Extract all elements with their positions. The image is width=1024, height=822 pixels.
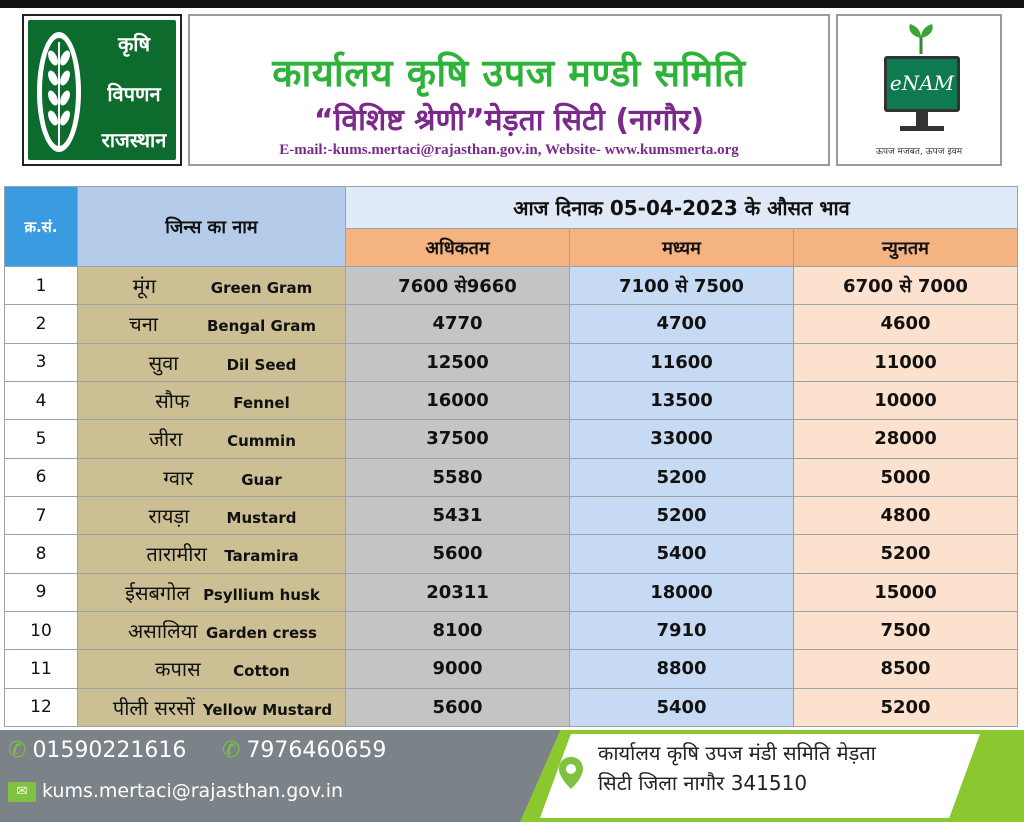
commodity-hindi-name: सौफ xyxy=(155,389,190,414)
mid-price-cell: 13500 xyxy=(570,381,794,419)
max-price-cell: 4770 xyxy=(346,305,570,343)
phone-1[interactable] xyxy=(8,738,186,763)
monitor-base xyxy=(900,126,944,131)
phone-icon: ✆ xyxy=(222,738,241,763)
mid-price-cell: 5400 xyxy=(570,688,794,726)
commodity-hindi-name: सुवा xyxy=(148,350,179,375)
logo-text-rajasthan: राजस्थान xyxy=(101,128,167,152)
min-price-cell: 4800 xyxy=(794,496,1018,534)
email-link[interactable] xyxy=(8,780,343,802)
table-row xyxy=(5,343,1018,381)
max-price-cell: 12500 xyxy=(346,343,570,381)
max-price-cell: 8100 xyxy=(346,611,570,649)
commodity-english-name: Bengal Gram xyxy=(207,317,316,336)
phone-1-number: 01590221616 xyxy=(32,738,187,763)
logo-text-vipanan: विपणन xyxy=(107,82,161,106)
col-min-header: न्युनतम xyxy=(794,229,1018,267)
mid-price-cell: 5200 xyxy=(570,458,794,496)
name-cell xyxy=(78,535,346,573)
commodity-english-name: Guar xyxy=(241,470,282,489)
name-cell xyxy=(78,420,346,458)
min-price-cell: 10000 xyxy=(794,381,1018,419)
max-price-cell: 20311 xyxy=(346,573,570,611)
serial-cell: 5 xyxy=(5,420,78,458)
min-price-cell: 15000 xyxy=(794,573,1018,611)
date-caption: आज दिनाक 05-04-2023 के औसत भाव xyxy=(346,187,1018,229)
serial-cell: 8 xyxy=(5,535,78,573)
name-cell xyxy=(78,267,346,305)
serial-cell: 6 xyxy=(5,458,78,496)
office-subtitle: “विशिष्ट श्रेणी”मेड़ता सिटी (नागौर) xyxy=(313,103,705,138)
min-price-cell: 7500 xyxy=(794,611,1018,649)
commodity-hindi-name: चना xyxy=(129,312,158,337)
location-pin-icon xyxy=(558,756,584,790)
table-row xyxy=(5,305,1018,343)
mid-price-cell: 4700 xyxy=(570,305,794,343)
serial-cell: 2 xyxy=(5,305,78,343)
contact-line: E-mail:-kums.mertaci@rajasthan.gov.in, Website- www.kumsmerta.org xyxy=(279,142,739,158)
name-cell xyxy=(78,611,346,649)
col-max-header: अधिकतम xyxy=(346,229,570,267)
email-address: kums.mertaci@rajasthan.gov.in xyxy=(42,780,344,802)
table-row xyxy=(5,573,1018,611)
top-black-bar xyxy=(0,0,1024,8)
commodity-english-name: Dil Seed xyxy=(226,355,297,374)
enam-logo xyxy=(836,14,1002,166)
mid-price-cell: 8800 xyxy=(570,650,794,688)
min-price-cell: 8500 xyxy=(794,650,1018,688)
enam-tagline: ऊपज मजबत, ऊपज इवम xyxy=(875,147,963,157)
max-price-cell: 7600 से9660 xyxy=(346,267,570,305)
table-body xyxy=(5,267,1018,727)
phone-2[interactable] xyxy=(222,738,386,763)
logo-green-panel xyxy=(28,20,176,160)
commodity-english-name: Mustard xyxy=(226,509,297,528)
min-price-cell: 5200 xyxy=(794,535,1018,573)
address-line-1: कार्यालय कृषि उपज मंडी समिति मेड़ता xyxy=(598,741,876,765)
email-icon: ✉ xyxy=(8,782,36,802)
max-price-cell: 16000 xyxy=(346,381,570,419)
commodity-english-name: Cummin xyxy=(227,432,296,451)
serial-cell: 12 xyxy=(5,688,78,726)
commodity-hindi-name: तारामीरा xyxy=(146,542,207,567)
name-cell xyxy=(78,343,346,381)
office-address xyxy=(598,738,958,798)
mid-price-cell: 11600 xyxy=(570,343,794,381)
commodity-hindi-name: ग्वार xyxy=(163,465,194,490)
col-name-header: जिन्स का नाम xyxy=(78,187,346,267)
commodity-hindi-name: पीली सरसों xyxy=(112,695,195,720)
min-price-cell: 4600 xyxy=(794,305,1018,343)
name-cell xyxy=(78,650,346,688)
mid-price-cell: 7910 xyxy=(570,611,794,649)
address-line-2: सिटी जिला नागौर 341510 xyxy=(598,771,808,795)
table-row xyxy=(5,496,1018,534)
name-cell xyxy=(78,496,346,534)
table-header-row xyxy=(5,187,1018,229)
max-price-cell: 9000 xyxy=(346,650,570,688)
commodity-english-name: Cotton xyxy=(233,662,290,681)
office-title: कार्यालय कृषि उपज मण्डी समिति xyxy=(272,51,746,95)
serial-cell: 10 xyxy=(5,611,78,649)
max-price-cell: 37500 xyxy=(346,420,570,458)
serial-cell: 1 xyxy=(5,267,78,305)
phone-icon: ✆ xyxy=(8,738,27,763)
table-row xyxy=(5,267,1018,305)
col-mid-header: मध्यम xyxy=(570,229,794,267)
serial-cell: 4 xyxy=(5,381,78,419)
table-row xyxy=(5,381,1018,419)
table-row xyxy=(5,611,1018,649)
name-cell xyxy=(78,688,346,726)
min-price-cell: 6700 से 7000 xyxy=(794,267,1018,305)
logo-text-krishi: कृषि xyxy=(117,32,151,56)
commodity-hindi-name: ईसबगोल xyxy=(125,580,190,605)
mid-price-cell: 5400 xyxy=(570,535,794,573)
min-price-cell: 11000 xyxy=(794,343,1018,381)
mid-price-cell: 18000 xyxy=(570,573,794,611)
sprout-icon xyxy=(904,22,938,56)
name-cell xyxy=(78,458,346,496)
commodity-hindi-name: जीरा xyxy=(149,427,183,452)
max-price-cell: 5600 xyxy=(346,535,570,573)
table-row xyxy=(5,688,1018,726)
table-row xyxy=(5,420,1018,458)
commodity-hindi-name: कपास xyxy=(155,657,201,682)
commodity-english-name: Garden cress xyxy=(206,624,317,643)
max-price-cell: 5431 xyxy=(346,496,570,534)
krishi-vipanan-logo xyxy=(22,14,182,166)
name-cell xyxy=(78,573,346,611)
name-cell xyxy=(78,381,346,419)
commodity-english-name: Green Gram xyxy=(210,279,313,298)
mid-price-cell: 7100 से 7500 xyxy=(570,267,794,305)
office-title-box xyxy=(188,14,830,166)
col-serial-header: क्र.सं. xyxy=(5,187,78,267)
commodity-hindi-name: रायड़ा xyxy=(148,504,190,529)
min-price-cell: 28000 xyxy=(794,420,1018,458)
table-row xyxy=(5,535,1018,573)
wheat-emblem-icon xyxy=(34,28,84,156)
serial-cell: 9 xyxy=(5,573,78,611)
commodity-english-name: Psyllium husk xyxy=(203,585,320,604)
serial-cell: 11 xyxy=(5,650,78,688)
price-table xyxy=(4,186,1018,727)
mid-price-cell: 33000 xyxy=(570,420,794,458)
commodity-english-name: Taramira xyxy=(224,547,299,566)
phone-2-number: 7976460659 xyxy=(246,738,387,763)
enam-monitor: eNAM xyxy=(884,56,960,112)
commodity-english-name: Fennel xyxy=(233,394,290,413)
min-price-cell: 5000 xyxy=(794,458,1018,496)
serial-cell: 3 xyxy=(5,343,78,381)
commodity-english-name: Yellow Mustard xyxy=(202,700,333,719)
max-price-cell: 5580 xyxy=(346,458,570,496)
name-cell xyxy=(78,305,346,343)
commodity-hindi-name: मूंग xyxy=(132,274,157,299)
commodity-hindi-name: असालिया xyxy=(128,619,198,644)
mid-price-cell: 5200 xyxy=(570,496,794,534)
max-price-cell: 5600 xyxy=(346,688,570,726)
table-row xyxy=(5,458,1018,496)
serial-cell: 7 xyxy=(5,496,78,534)
monitor-stand xyxy=(916,112,928,126)
min-price-cell: 5200 xyxy=(794,688,1018,726)
table-row xyxy=(5,650,1018,688)
